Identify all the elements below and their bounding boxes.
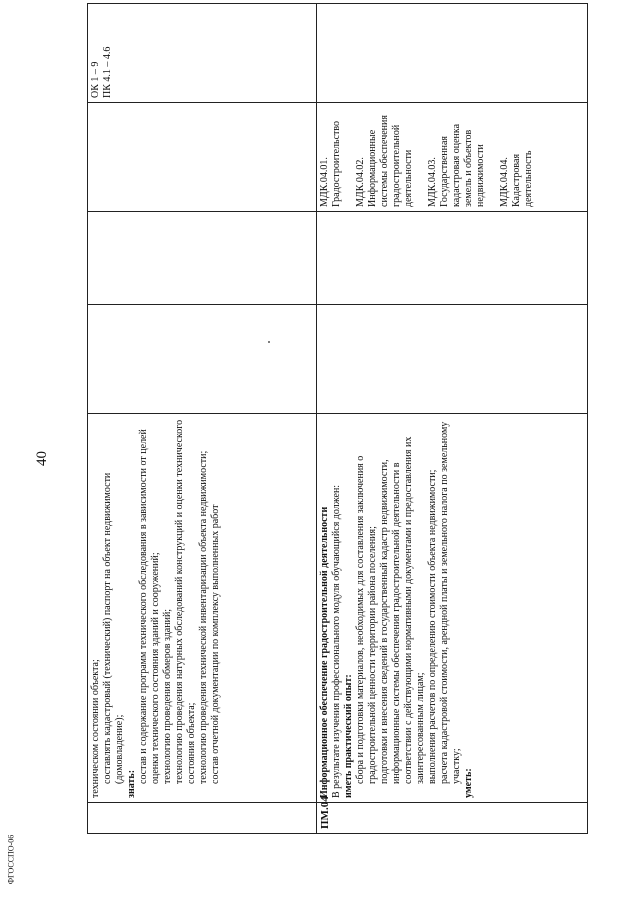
row1-content	[90, 418, 222, 798]
competency-table	[87, 3, 588, 834]
mdk-item: МДК.04.03. Государственная кадастровая оценка земель и объектов недвижимости	[427, 123, 486, 207]
code-cell	[317, 796, 588, 834]
text-line: составлять кадастровый (технический) паспорт на объект недвижимости (домовладение);	[102, 472, 125, 784]
table-row	[88, 4, 317, 834]
text-line: В результате изучения профессионального модуля обучающийся должен:	[331, 484, 342, 798]
text-line: состав и содержание программ технического обследования в зависимости от целей оценки технического состояния зданий и сооружений;	[138, 429, 161, 784]
text-line: уметь:	[463, 768, 474, 798]
mdk-item: МДК.04.02. Информационные системы обеспечения градостроительной деятельности	[355, 115, 414, 207]
mdk-cell	[317, 103, 588, 212]
row2-content	[331, 418, 475, 798]
competency-codes: ОК 1 – 9 ПК 4.1 – 4.6	[90, 46, 113, 98]
competency-cell	[317, 4, 588, 103]
content-cell	[317, 414, 588, 803]
text-line: сбора и подготовки материалов, необходимых для составления заключения о градостроительной ценности территории района поселения;	[355, 455, 378, 784]
empty-cell	[317, 305, 588, 414]
text-line: состав отчетной документации по комплексу выполненных работ	[210, 504, 221, 784]
text-line: техническом состоянии объекта;	[90, 659, 101, 798]
mdk-item: МДК.04.04. Кадастровая деятельность	[499, 150, 534, 207]
text-line: технологию проведения обмеров зданий;	[162, 608, 173, 784]
rotated-table-wrapper	[87, 28, 581, 834]
content-cell	[88, 414, 317, 803]
empty-cell	[317, 212, 588, 305]
module-title: Информационное обеспечение градостроительной деятельности	[319, 506, 330, 798]
empty-cell	[88, 305, 317, 414]
module-code: ПМ.04	[319, 796, 331, 829]
competency-cell	[88, 4, 317, 103]
text-line: знать:	[126, 769, 137, 798]
mdk-item: МДК.04.01. Градостроительство	[319, 120, 342, 207]
text-line: подготовки и внесения сведений в государственный кадастр недвижимости, информационные системы обеспечения градостроительной деятельности в соответствии с действующими нормативными документами и предоставления их заинтересованным лицам;	[379, 436, 426, 784]
text-line: иметь практический опыт:	[343, 674, 354, 798]
text-line: технологию проведения технической инвентаризации объекта недвижимости;	[198, 450, 209, 784]
text-line: выполнения расчетов по определению стоимости объекта недвижимости;	[427, 469, 438, 784]
footer-code: ФГОССПО-06	[6, 834, 16, 885]
page-number: 40	[34, 451, 50, 466]
text-line: технологию проведения натурных обследований конструкций и оценки технического состояния объекта;	[174, 419, 197, 784]
mdk-cell	[88, 103, 317, 212]
mdk-list	[319, 107, 535, 207]
empty-cell	[88, 212, 317, 305]
text-line: расчета кадастровой стоимости, арендной платы и земельного налога по земельному участку;	[439, 421, 462, 784]
code-cell	[88, 803, 317, 834]
table-row	[317, 4, 588, 834]
